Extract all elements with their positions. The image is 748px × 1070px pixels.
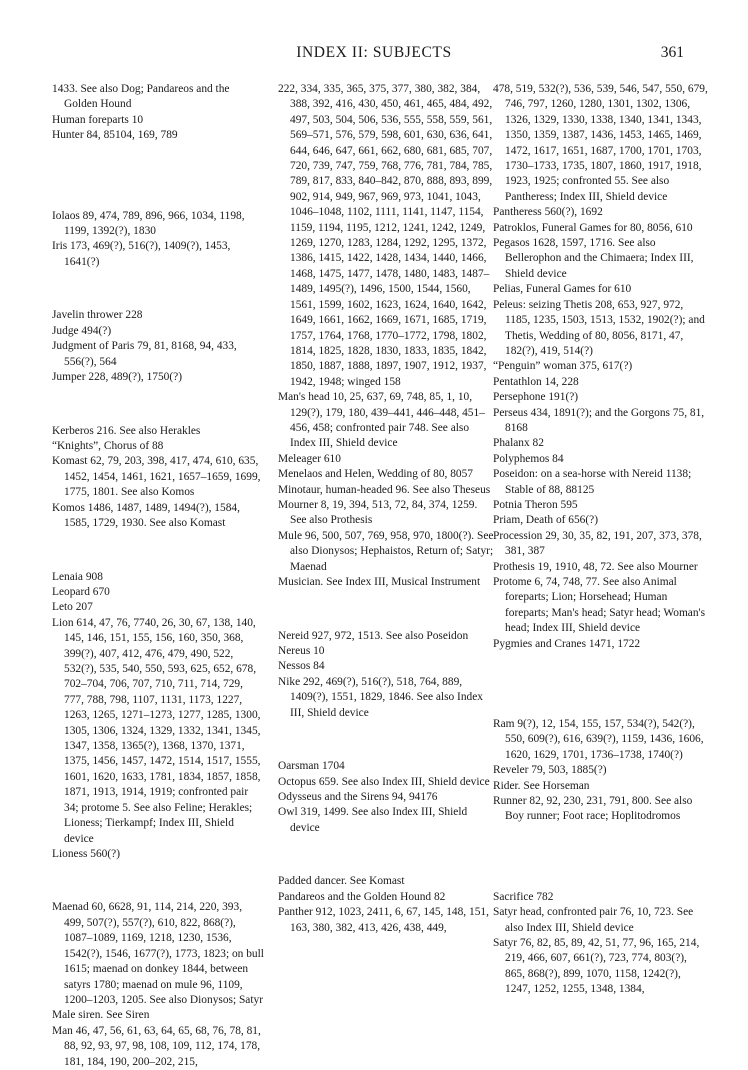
index-entry: Kerberos 216. See also Herakles <box>52 424 201 437</box>
index-entry: Satyr 76, 82, 85, 89, 42, 51, 77, 96, 165, 214, 219, 466, 607, 661(?), 723, 774, 803(?), 865, 868(?), 899, 1070, 1158, 1242(?), 1247, 1252, 1255, 1348, 1384, <box>493 937 700 996</box>
section-gap <box>493 690 709 705</box>
index-entry: Judge 494(?) <box>52 324 112 337</box>
index-entry: Padded dancer. See Komast <box>278 875 405 888</box>
index-entry: Mourner 8, 19, 394, 513, 72, 84, 374, 1259. See also Prothesis <box>278 498 478 527</box>
running-title: INDEX II: SUBJECTS <box>296 44 452 61</box>
section-gap <box>278 848 494 863</box>
index-column-3 <box>493 82 709 998</box>
index-entry: Perseus 434, 1891(?); and the Gorgons 75, 81, 8168 <box>493 406 705 434</box>
index-entry: Iolaos 89, 474, 789, 896, 966, 1034, 1198, 1199, 1392(?), 1830 <box>52 209 245 237</box>
index-entry: Poseidon: on a sea-horse with Nereid 1138; Stable of 88, 88125 <box>493 468 692 496</box>
index-entry: Komos 1486, 1487, 1489, 1494(?), 1584, 1585, 1729, 1930. See also Komast <box>52 501 240 530</box>
index-entry: Nereus 10 <box>278 644 325 657</box>
page-number: 361 <box>660 44 684 61</box>
index-entry: Hunter 84, 85104, 169, 789 <box>52 129 178 142</box>
index-entry: Nereid 927, 972, 1513. See also Poseidon <box>278 629 469 642</box>
index-entry: Leopard 670 <box>52 586 110 598</box>
index-entry: Polyphemos 84 <box>493 452 564 465</box>
index-entry: Menelaos and Helen, Wedding of 80, 8057 <box>278 468 474 481</box>
section-gap <box>493 863 709 878</box>
section-gap <box>52 543 264 558</box>
index-entry: Oarsman 1704 <box>278 760 345 773</box>
index-entry: Mule 96, 500, 507, 769, 958, 970, 1800(?). See also Dionysos; Hephaistos, Return of; Satyr; Maenad <box>278 529 494 573</box>
index-entry: “Knights”, Chorus of 88 <box>52 439 164 452</box>
index-entry: Phalanx 82 <box>493 437 544 450</box>
index-entry: Leto 207 <box>52 601 93 614</box>
index-entry: Nessos 84 <box>278 660 325 673</box>
index-entry: Lion 614, 47, 76, 7740, 26, 30, 67, 138, 140, 145, 146, 151, 155, 156, 160, 350, 368, 399(?), 407, 412, 476, 479, 490, 522, 532(?), 535, 540, 550, 593, 625, 652, 678, 702–704, 706, 707, 710, 711, 714, 729, 777, 788, 798, 1107, 1131, 1173, 1227, 1263, 1265, 1271–1273, 1277, 1285, 1300, 1305, 1306, 1324, 1329, 1332, 1341, 1345, 1347, 1358, 1365(?), 1368, 1370, 1371, 1375, 1456, 1457, 1472, 1514, 1517, 1555, 1601, 1620, 1633, 1781, 1834, 1857, 1858, 1871, 1913, 1914, 1919; confronted pair 34; protome 5. See also Feline; Herakles; Lioness; Tierkampf; Index III, Shield device <box>52 616 261 845</box>
index-entry: Odysseus and the Sirens 94, 94176 <box>278 791 438 803</box>
section-gap <box>278 602 494 617</box>
index-entry: Persephone 191(?) <box>493 391 579 404</box>
index-entry: Man's head 10, 25, 637, 69, 748, 85, 1, 10, 129(?), 179, 180, 439–441, 446–448, 451–456, 458; confronted pair 748. See also Index III, Shield device <box>278 391 485 450</box>
section-gap <box>493 836 709 851</box>
index-entry: Lenaia 908 <box>52 570 103 583</box>
index-entry: Lioness 560(?) <box>52 847 121 860</box>
index-entry: Prothesis 19, 1910, 48, 72. See also Mourner <box>493 560 698 573</box>
index-entry: Pelias, Funeral Games for 610 <box>493 283 632 296</box>
section-gap <box>493 663 709 678</box>
index-column-1 <box>52 82 264 1070</box>
index-entry: “Penguin” woman 375, 617(?) <box>493 360 633 373</box>
page-header <box>0 44 748 66</box>
section-gap <box>52 397 264 412</box>
index-entry: Panther 912, 1023, 2411, 6, 67, 145, 148, 151, 163, 380, 382, 413, 426, 438, 449, <box>278 906 489 934</box>
index-entry: Jumper 228, 489(?), 1750(?) <box>52 371 183 383</box>
index-entry: Judgment of Paris 79, 81, 8168, 94, 433, 556(?), 564 <box>52 340 237 368</box>
index-entry: Pantheress 560(?), 1692 <box>493 206 603 219</box>
index-entry: Procession 29, 30, 35, 82, 191, 207, 373, 378, 381, 387 <box>493 529 702 558</box>
index-entry: Ram 9(?), 12, 154, 155, 157, 534(?), 542(?), 550, 609(?), 616, 639(?), 1159, 1436, 1606, 1620, 1629, 1701, 1736–1738, 1740(?) <box>493 717 704 761</box>
index-entry: Pygmies and Cranes 1471, 1722 <box>493 637 641 650</box>
section-gap <box>52 282 264 297</box>
index-entry: Minotaur, human-headed 96. See also Theseus <box>278 483 491 496</box>
index-entry: Maenad 60, 6628, 91, 114, 214, 220, 393, 499, 507(?), 557(?), 610, 822, 868(?), 1087–1089, 1169, 1218, 1230, 1536, 1542(?), 1546, 1677(?), 1773, 1823; on bull 1615; maenad on donkey 1844, between satyrs 1780; maenad on mule 96, 1109, 1200–1203, 1205. See also Dionysos; Satyr <box>52 901 264 1006</box>
index-entry: Sacrifice 782 <box>493 890 554 903</box>
index-entry: Owl 319, 1499. See also Index III, Shield device <box>278 806 468 834</box>
index-entry: Pentathlon 14, 228 <box>493 375 579 388</box>
index-entry: 478, 519, 532(?), 536, 539, 546, 547, 550, 679, 746, 797, 1260, 1280, 1301, 1302, 1306, 1326, 1329, 1330, 1338, 1340, 1341, 1343, 1350, 1359, 1387, 1436, 1453, 1465, 1469, 1472, 1617, 1651, 1687, 1700, 1701, 1703, 1730–1733, 1735, 1807, 1860, 1917, 1918, 1923, 1925; confronted 55. See also Pantheress; Index III, Shield device <box>493 83 708 203</box>
index-entry: Runner 82, 92, 230, 231, 791, 800. See also Boy runner; Foot race; Hoplitodromos <box>493 795 693 823</box>
index-entry: 222, 334, 335, 365, 375, 377, 380, 382, 384, 388, 392, 416, 430, 450, 461, 465, 484, 492, 497, 503, 504, 506, 536, 555, 558, 559, 561, 569–571, 576, 579, 598, 601, 630, 636, 641, 644, 646, 647, 661, 662, 680, 681, 685, 707, 720, 739, 747, 759, 768, 776, 781, 784, 785, 789, 817, 833, 840–842, 870, 888, 893, 899, 902, 914, 949, 967, 969, 973, 1041, 1043, 1046–1048, 1102, 1111, 1141, 1147, 1154, 1159, 1194, 1195, 1212, 1241, 1242, 1249, 1269, 1270, 1283, 1284, 1292, 1295, 1372, 1386, 1415, 1422, 1428, 1434, 1440, 1466, 1468, 1475, 1477, 1478, 1480, 1483, 1487–1489, 1495(?), 1496, 1500, 1544, 1560, 1561, 1599, 1602, 1623, 1624, 1640, 1642, 1649, 1661, 1662, 1669, 1671, 1685, 1719, 1757, 1764, 1768, 1770–1772, 1798, 1802, 1814, 1825, 1828, 1830, 1833, 1835, 1842, 1850, 1887, 1888, 1897, 1907, 1912, 1937, 1942, 1948; winged 158 <box>278 83 493 388</box>
index-entry: Javelin thrower 228 <box>52 309 143 322</box>
section-gap <box>52 874 264 889</box>
index-entry: Potnia Theron 595 <box>493 498 578 511</box>
index-entry: Komast 62, 79, 203, 398, 417, 474, 610, 635, 1452, 1454, 1461, 1621, 1657–1659, 1699, 1775, 1801. See also Komos <box>52 455 261 499</box>
index-entry: Protome 6, 74, 748, 77. See also Animal foreparts; Lion; Horsehead; Human foreparts; Man's head; Satyr head; Woman's head; Index III, Shield device <box>493 576 706 635</box>
index-entry: Satyr head, confronted pair 76, 10, 723. See also Index III, Shield device <box>493 906 694 934</box>
section-gap <box>52 155 264 170</box>
index-entry: Priam, Death of 656(?) <box>493 514 599 527</box>
index-column-2 <box>278 82 494 936</box>
index-entry: Pandareos and the Golden Hound 82 <box>278 890 446 903</box>
index-entry: 1433. See also Dog; Pandareos and the Golden Hound <box>52 83 230 111</box>
index-entry: Man 46, 47, 56, 61, 63, 64, 65, 68, 76, 78, 81, 88, 92, 93, 97, 98, 108, 109, 112, 174, 178, 181, 184, 190, 200–202, 215, <box>52 1024 261 1068</box>
index-entry: Musician. See Index III, Musical Instrument <box>278 576 481 588</box>
index-entry: Reveler 79, 503, 1885(?) <box>493 764 607 777</box>
index-entry: Male siren. See Siren <box>52 1009 150 1022</box>
index-entry: Peleus: seizing Thetis 208, 653, 927, 972, 1185, 1235, 1503, 1513, 1532, 1902(?); and Thetis, Wedding of 80, 8056, 8171, 47, 182(?), 419, 514(?) <box>493 298 705 357</box>
index-entry: Iris 173, 469(?), 516(?), 1409(?), 1453, 1641(?) <box>52 240 231 268</box>
index-entry: Patroklos, Funeral Games for 80, 8056, 610 <box>493 221 693 234</box>
section-gap <box>52 182 264 197</box>
index-entry: Rider. See Horseman <box>493 779 590 792</box>
index-entry: Meleager 610 <box>278 452 341 465</box>
index-entry: Pegasos 1628, 1597, 1716. See also Bellerophon and the Chimaera; Index III, Shield device <box>493 237 694 280</box>
section-gap <box>278 732 494 747</box>
index-entry: Human foreparts 10 <box>52 113 144 126</box>
index-entry: Nike 292, 469(?), 516(?), 518, 764, 889, 1409(?), 1551, 1829, 1846. See also Index III, Shield device <box>278 675 483 719</box>
index-entry: Octopus 659. See also Index III, Shield device <box>278 775 490 788</box>
